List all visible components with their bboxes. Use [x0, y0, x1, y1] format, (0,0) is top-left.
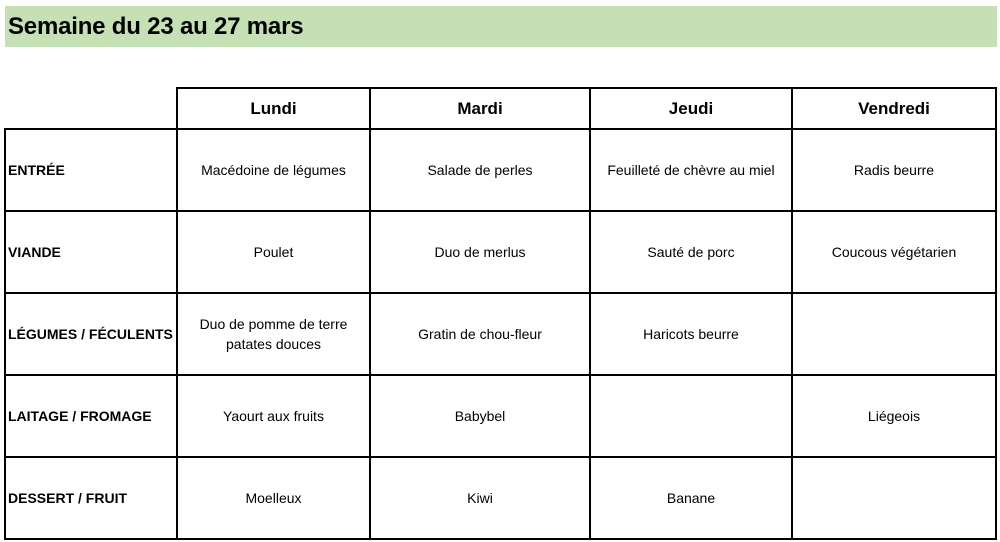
menu-cell: Salade de perles [370, 129, 590, 211]
menu-cell: Moelleux [177, 457, 370, 539]
row-label: DESSERT / FRUIT [5, 457, 177, 539]
menu-cell: Banane [590, 457, 792, 539]
row-label: LÉGUMES / FÉCULENTS [5, 293, 177, 375]
day-header-row [5, 88, 996, 129]
week-title: Semaine du 23 au 27 mars [8, 12, 304, 40]
row-label: VIANDE [5, 211, 177, 293]
menu-cell: Radis beurre [792, 129, 996, 211]
row-label: LAITAGE / FROMAGE [5, 375, 177, 457]
day-header-monday: Lundi [177, 88, 370, 129]
table-row-dessert [5, 457, 996, 539]
menu-cell: Coucous végétarien [792, 211, 996, 293]
table-row-viande [5, 211, 996, 293]
table-row-laitage [5, 375, 996, 457]
menu-cell: Kiwi [370, 457, 590, 539]
menu-cell: Duo de merlus [370, 211, 590, 293]
menu-cell: Yaourt aux fruits [177, 375, 370, 457]
menu-cell: Duo de pomme de terre patates douces [177, 293, 370, 375]
week-title-bar [5, 6, 997, 47]
menu-cell: Haricots beurre [590, 293, 792, 375]
day-header-thursday: Jeudi [590, 88, 792, 129]
menu-cell: Gratin de chou-fleur [370, 293, 590, 375]
menu-cell: Poulet [177, 211, 370, 293]
day-header-tuesday: Mardi [370, 88, 590, 129]
table-row-legumes [5, 293, 996, 375]
day-header-friday: Vendredi [792, 88, 996, 129]
menu-cell [792, 457, 996, 539]
menu-cell: Sauté de porc [590, 211, 792, 293]
empty-corner-cell [5, 88, 177, 129]
menu-cell: Feuilleté de chèvre au miel [590, 129, 792, 211]
menu-cell [792, 293, 996, 375]
menu-cell: Macédoine de légumes [177, 129, 370, 211]
menu-cell: Liégeois [792, 375, 996, 457]
table-row-entree [5, 129, 996, 211]
row-label: ENTRÉE [5, 129, 177, 211]
menu-cell [590, 375, 792, 457]
menu-cell: Babybel [370, 375, 590, 457]
weekly-menu-table [4, 87, 997, 540]
